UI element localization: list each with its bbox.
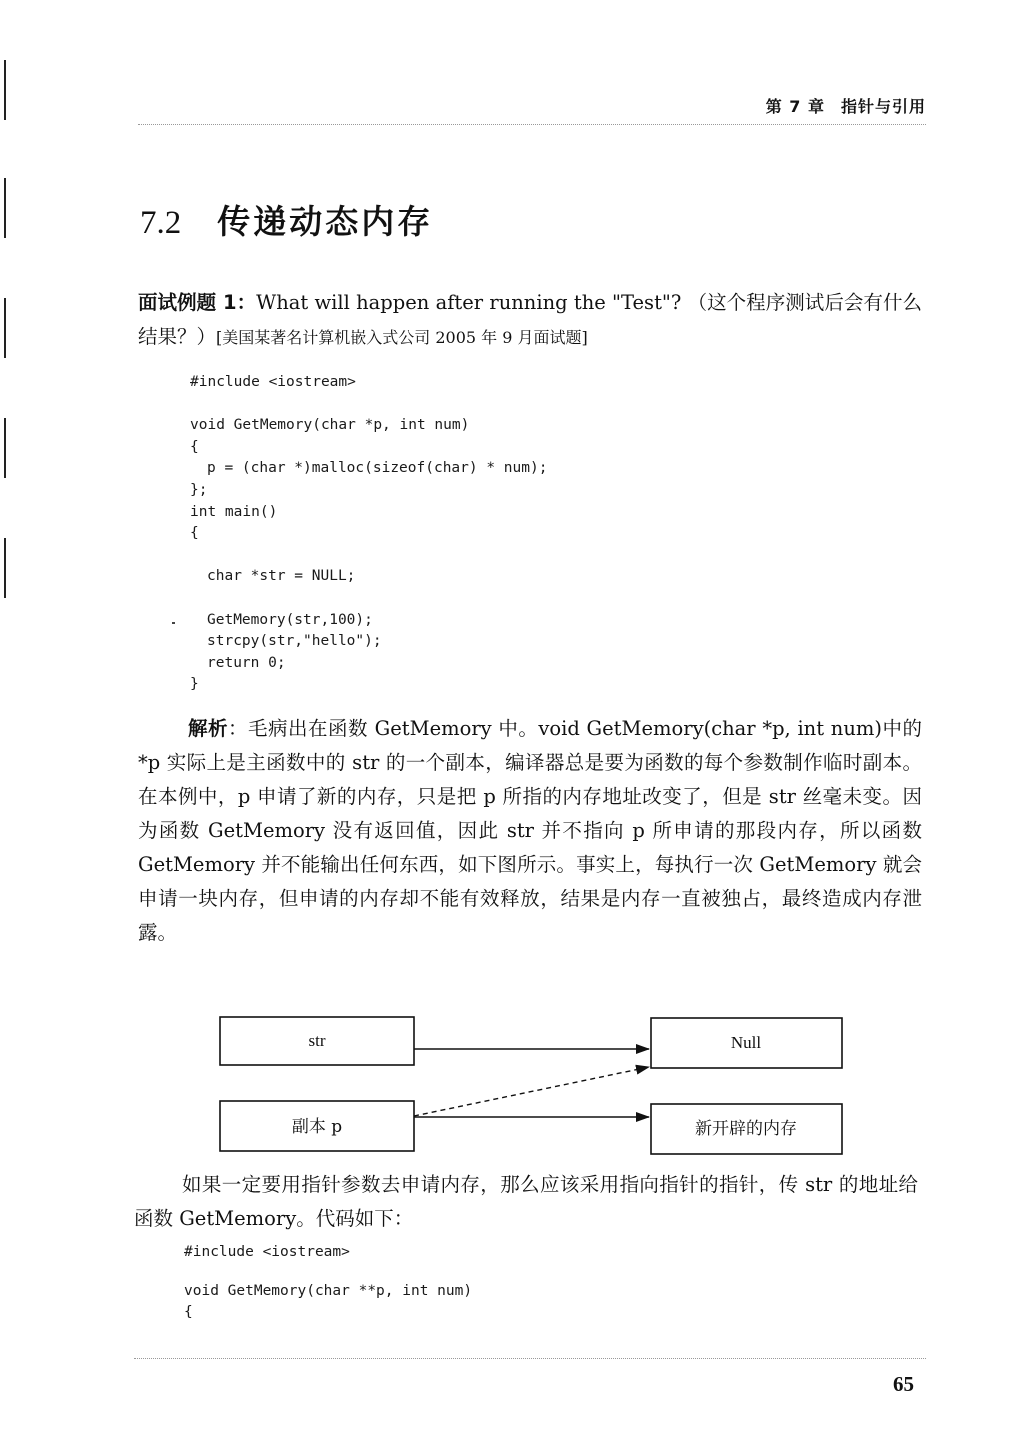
code-line: { [190, 525, 199, 542]
code-line: strcpy(str,"hello"); [207, 633, 382, 650]
code-line: return 0; [207, 654, 286, 671]
page-number: 65 [893, 1372, 914, 1396]
code-line: } [190, 676, 199, 693]
analysis-text: ：毛病出在函数 GetMemory 中。void GetMemory(char *p, int num)中的*p 实际上是主函数中的 str 的一个副本，编译器总是要为函数的每个参数制作临时副本。在本例中，p 申请了新的内存，只是把 p 所指的内存地址改变了，但是 str 丝毫未变。因为函数 GetMemory 没有返回值，因此 str 并不指向 p 所申请的那段内存，所以函数 GetMemory 并不能输出任何东西，如下图所示。事实上，每执行一次 GetMemory 就会申请一块内存，但申请的内存却不能有效释放，结果是内存一直被独占，最终造成内存泄露。 [138, 717, 922, 944]
code-line [184, 1264, 472, 1281]
code-line: void GetMemory(char **p, int num) [184, 1282, 473, 1299]
chapter-number: 第 7 章 [765, 97, 825, 116]
code-block-2 [184, 1242, 472, 1324]
copy-to-null-dashed-arrow [414, 1067, 649, 1116]
question-label: 面试例题 1： [138, 291, 257, 314]
code-line: { [184, 1304, 193, 1321]
code-line: #include <iostream> [184, 1244, 350, 1260]
section-number: 7.2 [140, 205, 182, 241]
code-line: p = (char *)malloc(sizeof(char) * num); [207, 460, 548, 477]
paragraph-2 [134, 1168, 918, 1236]
paragraph-2-text: 如果一定要用指针参数去申请内存，那么应该采用指向指针的指针，传 str 的地址给函数 GetMemory。代码如下： [134, 1173, 918, 1230]
question-text: What will happen after running the "Test"? （这个程序测试后会有什么结果？） [138, 291, 923, 348]
analysis-label: 解析 [188, 717, 228, 740]
code-line: char *str = NULL; [207, 568, 356, 585]
chapter-title: 指针与引用 [840, 97, 926, 116]
code-line: #include <iostream> [190, 374, 356, 390]
code-line: }; [190, 481, 208, 498]
code-line: int main() [190, 503, 278, 520]
section-name: 传递动态内存 [217, 202, 434, 241]
footer-rule [134, 1358, 926, 1359]
new-memory-label: 新开辟的内存 [695, 1119, 797, 1139]
code-line: { [190, 438, 199, 455]
copy-p-label: 副本 p [291, 1117, 343, 1137]
code-line: GetMemory(str,100); [207, 611, 373, 628]
str-label: str [308, 1031, 326, 1050]
question-source: [美国某著名计算机嵌入式公司 2005 年 9 月面试题] [216, 328, 588, 347]
code-line: void GetMemory(char *p, int num) [190, 417, 470, 434]
null-label: Null [730, 1033, 762, 1052]
